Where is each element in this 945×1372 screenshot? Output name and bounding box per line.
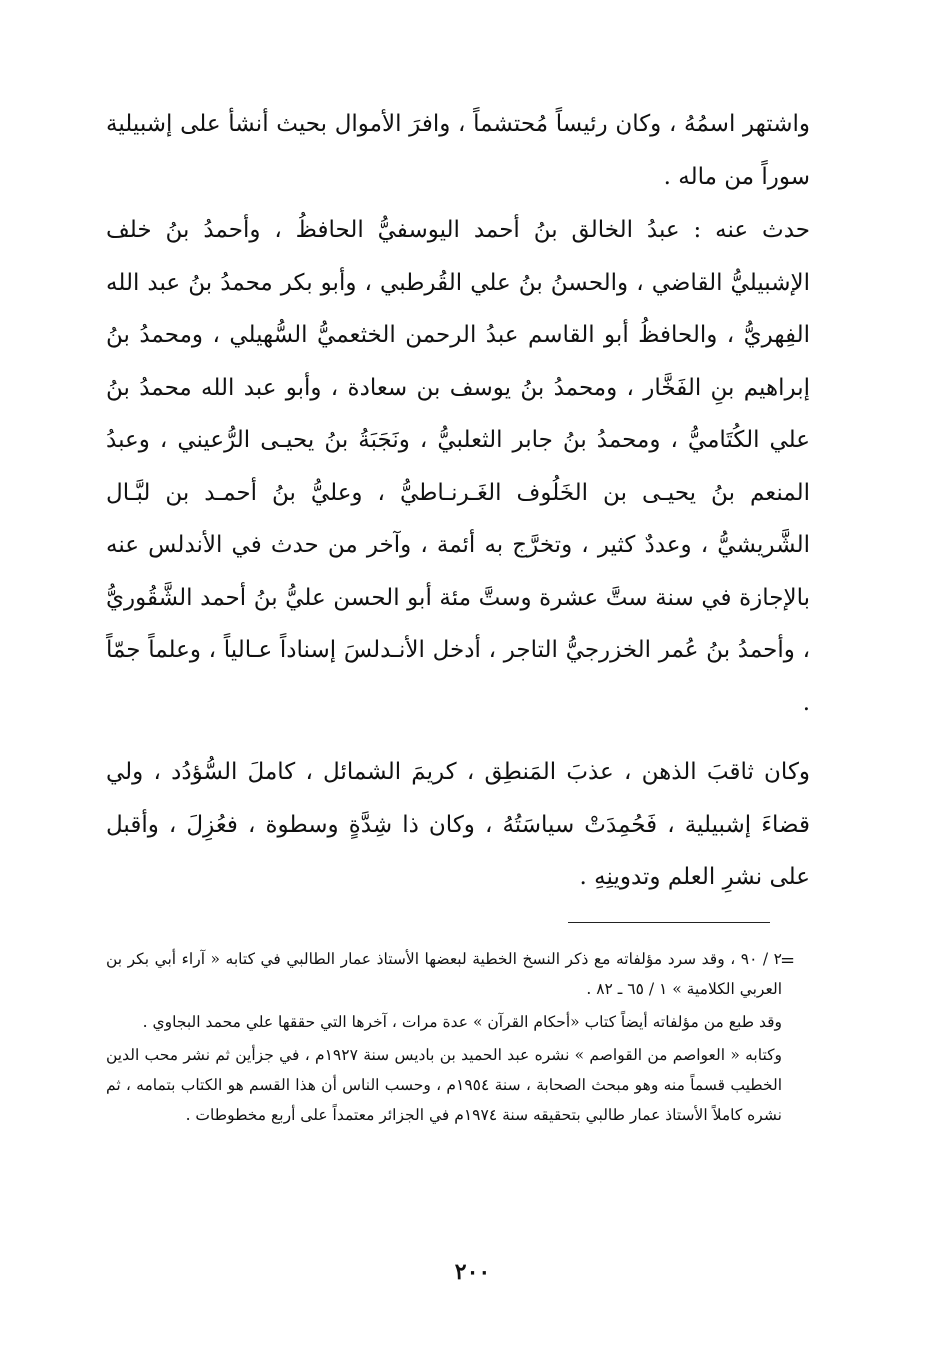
footnote-3: وكتابه « العواصم من القواصم » نشره عبد الحميد بن باديس سنة ١٩٢٧م ، في جزأين ثم نشر محب الدين الخطيب قسماً منه وهو مبحث الصحابة ، سنة ١٩٥٤م ، وحسب الناس أن هذا القسم هو الكتاب بتمامه ، ثم نشره كاملاً الأستاذ عمار طالبي بتحقيقه سنة ١٩٧٤م في الجزائر معتمداً على أربع مخطوطات . xyxy=(106,1046,782,1124)
body-paragraph-1 xyxy=(106,98,810,203)
paragraph-text: حدث عنه : عبدُ الخالق بنُ أحمد اليوسفيُّ الحافظُ ، وأحمدُ بنُ خلف الإشبيليُّ القاضي ، والحسنُ بنُ علي القُرطبي ، وأبو بكر محمدُ بنُ عبد الله الفِهريُّ ، والحافظُ أبو القاسم عبدُ الرحمن الخثعميُّ السُّهيلي ، ومحمدُ بنُ إبراهيم بنِ الفَخَّار ، ومحمدُ بنُ يوسف بن سعادة ، وأبو عبد الله محمدُ بنُ علي الكُتَاميُّ ، ومحمدُ بنُ جابر الثعلبيُّ ، ونَجَبَةُ بنُ يحيـى الرُّعيني ، وعبدُ المنعم بنُ يحيـى بن الخَلُوف الغَـرنـاطيُّ ، وعليُّ بنُ أحمـد بن لبَّـال الشَّريشيُّ ، وعددٌ كثير ، وتخرَّج به أئمة ، وآخر من حدث في الأندلس عنه بالإجازة في سنة ستَّ عشرة وستَّ مئة أبو الحسن عليُّ بنُ أحمد الشَّقُوريُّ ، وأحمدُ بنُ عُمر الخزرجيُّ التاجر ، أدخل الأنـدلسَ إسناداً عـالياً ، وعلماً جمّاً . xyxy=(106,217,810,716)
footnote-separator xyxy=(568,922,770,923)
footnote-continuation-mark: = xyxy=(780,950,796,971)
footnote-1: ٢ / ٩٠ ، وقد سرد مؤلفاته مع ذكر النسخ الخطية لبعضها الأستاذ عمار الطالبي في كتابه « آراء أبي بكر بن العربي الكلامية » ١ / ٦٥ ـ ٨٢ . xyxy=(106,950,782,998)
footnotes xyxy=(106,944,782,1133)
page-number: ٢٠٠ xyxy=(454,1259,491,1285)
paragraph-text: وكان ثاقبَ الذهن ، عذبَ المَنطِق ، كريمَ الشمائل ، كاملَ السُّؤدُد ، ولي قضاءَ إشبيلية ، فَحُمِدَتْ سياسَتُهُ ، وكان ذا شِدَّةٍ وسطوة ، فعُزِلَ ، وأقبل على نشرِ العلم وتدوينِهِ . xyxy=(106,759,810,890)
footnote-2: وقد طبع من مؤلفاته أيضاً كتاب «أحكام القرآن » عدة مرات ، آخرها التي حققها علي محمد البجاوي . xyxy=(142,1013,782,1031)
body-paragraph-2 xyxy=(106,204,810,729)
body-paragraph-3 xyxy=(106,746,810,904)
paragraph-text: واشتهر اسمُهُ ، وكان رئيساً مُحتشماً ، وافرَ الأموال بحيث أنشأ على إشبيلية سوراً من ماله . xyxy=(106,111,810,190)
